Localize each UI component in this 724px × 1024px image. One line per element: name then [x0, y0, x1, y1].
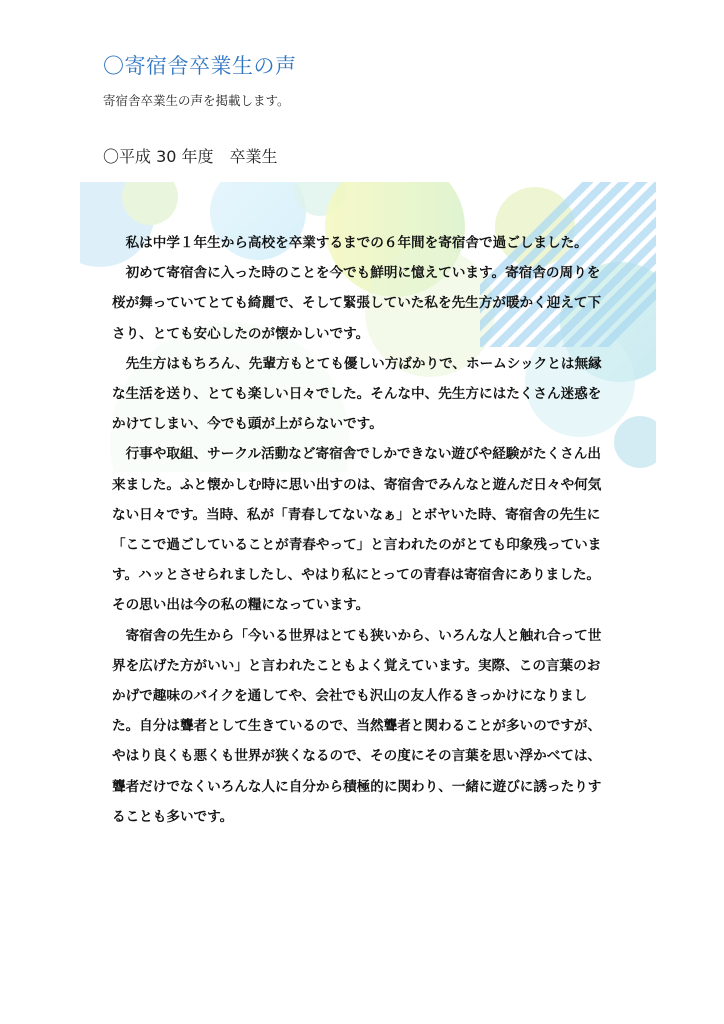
intro-text: 寄宿舎卒業生の声を掲載します。: [103, 93, 290, 108]
paragraph: 初めて寄宿舎に入った時のことを今でも鮮明に憶えています。寄宿舎の周りを桜が舞っていてとても綺麗で、そして緊張していた私を先生方が暖かく迎えて下さり、とても安心したのが懐かしいです。: [112, 265, 602, 342]
testimonial-body: [112, 228, 607, 832]
paragraph: 寄宿舎の先生から「今いる世界はとても狭いから、いろんな人と触れ合って世界を広げた方がいい」と言われたこともよく覚えています。実際、この言葉のおかげで趣味のバイクを通してや、会社でも沢山の友人作るきっかけになりました。自分は聾者として生きているので、当然聾者と関わることが多いのですが、やはり良くも悪くも世界が狭くなるので、その度にその言葉を思い浮かべては、聾者だけでなくいろんな人に自分から積極的に関わり、一緒に遊びに誘ったりすることも多いです。: [112, 627, 602, 825]
paragraph: 先生方はもちろん、先輩方もとても優しい方ばかりで、ホームシックとは無縁な生活を送り、とても楽しい日々でした。そんな中、先生方にはたくさん迷惑をかけてしまい、今でも頭が上がらないです。: [112, 355, 602, 433]
paragraph: 行事や取組、サークル活動など寄宿舎でしかできない遊びや経験がたくさん出来ました。ふと懐かしむ時に思い出すのは、寄宿舎でみんなと遊んだ日々や何気ない日々です。当時、私が「青春してないなぁ」とボヤいた時、寄宿舎の先生に「ここで過ごしていることが青春やって」と言われたのがとても印象残っています。ハッとさせられましたし、やはり私にとっての青春は寄宿舎にありました。その思い出は今の私の糧になっています。: [112, 446, 602, 614]
paragraph: 私は中学１年生から高校を卒業するまでの６年間を寄宿舎で過ごしました。: [125, 235, 588, 251]
section-heading: 〇平成 30 年度 卒業生: [103, 147, 278, 166]
page-title: 〇寄宿舎卒業生の声: [103, 54, 297, 78]
